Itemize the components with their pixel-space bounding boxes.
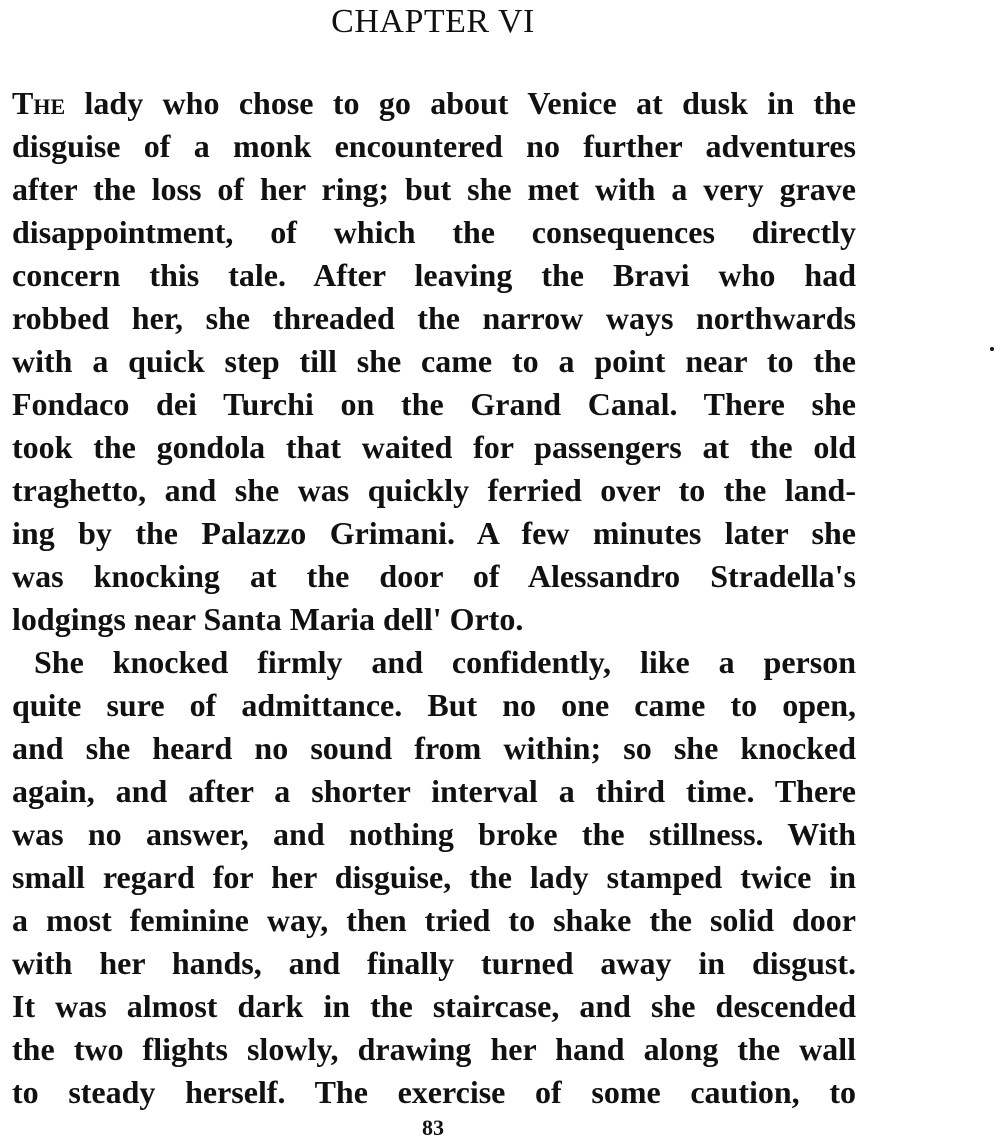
text-line: traghetto, and she was quickly ferried over to the land- (12, 472, 856, 508)
text-line: Fondaco dei Turchi on the Grand Canal. There she (12, 386, 856, 422)
text-line: with her hands, and finally turned away in disgust. (12, 945, 856, 981)
text-line: It was almost dark in the staircase, and she descended (12, 988, 856, 1024)
text-line: to steady herself. The exercise of some caution, to (12, 1074, 856, 1110)
text-line: disguise of a monk encountered no further adventures (12, 128, 856, 164)
text-line: the two flights slowly, drawing her hand along the wall (12, 1031, 856, 1067)
ink-speck (990, 347, 994, 351)
paragraph-1 (12, 82, 856, 641)
text-line: again, and after a shorter interval a third time. There (12, 773, 856, 809)
text-line: quite sure of admittance. But no one came to open, (12, 687, 856, 723)
text-line: and she heard no sound from within; so she knocked (12, 730, 856, 766)
text-line: with a quick step till she came to a point near to the (12, 343, 856, 379)
text-line: after the loss of her ring; but she met with a very grave (12, 171, 856, 207)
text-line: disappointment, of which the consequences directly (12, 214, 856, 250)
text-line: a most feminine way, then tried to shake the solid door (12, 902, 856, 938)
text-line: The lady who chose to go about Venice at dusk in the (12, 85, 856, 121)
text-line: ing by the Palazzo Grimani. A few minutes later she (12, 515, 856, 551)
text-line: was no answer, and nothing broke the stillness. With (12, 816, 856, 852)
text-line: small regard for her disguise, the lady stamped twice in (12, 859, 856, 895)
paragraph-2 (12, 641, 856, 1114)
body-text (12, 82, 856, 1114)
page-number: 83 (422, 1115, 444, 1140)
text-line: robbed her, she threaded the narrow ways northwards (12, 300, 856, 336)
text-line: was knocking at the door of Alessandro Stradella's (12, 558, 856, 594)
chapter-title: CHAPTER VI (331, 3, 535, 40)
text-line: lodgings near Santa Maria dell' Orto. (12, 601, 524, 637)
text-line: took the gondola that waited for passengers at the old (12, 429, 856, 465)
text-line: She knocked firmly and confidently, like a person (34, 644, 856, 680)
text-line: concern this tale. After leaving the Bravi who had (12, 257, 856, 293)
drop-word: The (12, 85, 66, 121)
